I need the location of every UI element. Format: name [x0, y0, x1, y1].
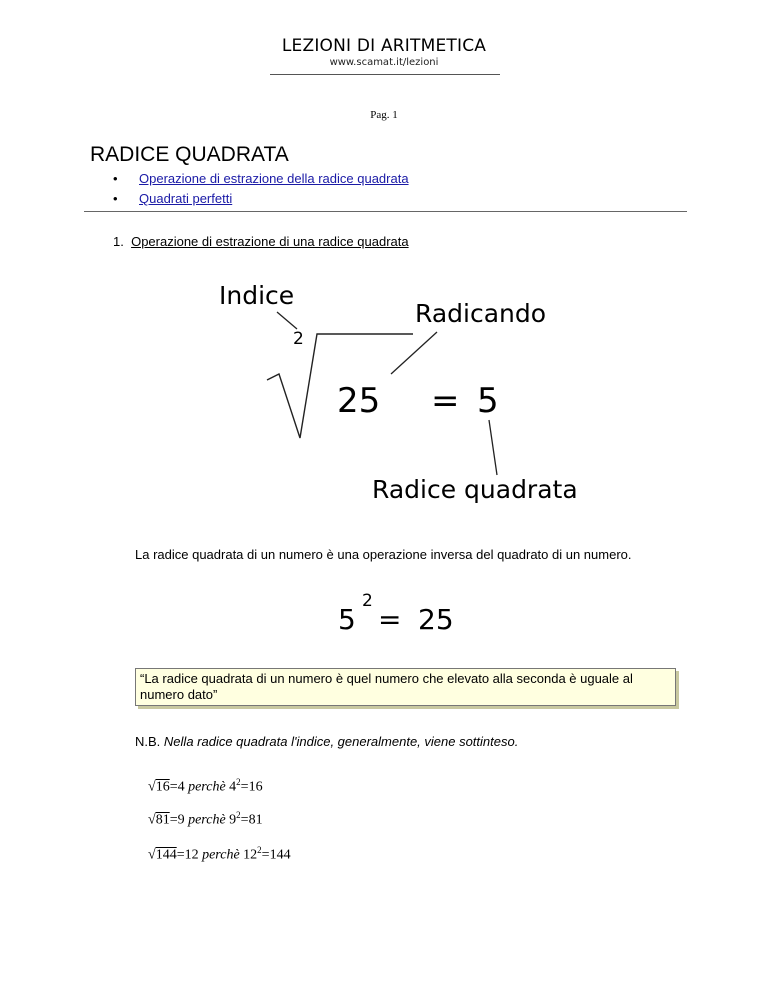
section-heading: [113, 234, 409, 249]
example-equals: =: [261, 847, 270, 863]
bullet: •: [113, 191, 118, 206]
nota-bene: [135, 734, 518, 749]
example-radicand: 16: [155, 779, 170, 795]
document-header-url: www.scamat.it/lezioni: [329, 57, 439, 68]
definition-paragraph: La radice quadrata di un numero è una operazione inversa del quadrato di un numero.: [135, 547, 632, 562]
table-of-contents: [113, 169, 409, 209]
square-exponent: 2: [362, 591, 373, 611]
toc-item: [113, 169, 409, 189]
root-example-144: [148, 845, 291, 864]
example-root: 9: [177, 812, 185, 828]
definition-quote-box: “La radice quadrata di un numero è quel numero che elevato alla seconda è uguale al numero dato”: [135, 668, 676, 706]
nb-text: Nella radice quadrata l'indice, generalmente, viene sottinteso.: [163, 734, 519, 749]
example-exponent: 2: [257, 845, 262, 855]
radicando-label: Radicando: [415, 299, 547, 328]
example-word: perchè: [188, 779, 226, 795]
radical-symbol: √: [148, 847, 156, 863]
radicando-pointer: [391, 332, 437, 374]
bullet: •: [113, 171, 118, 186]
section-number: 1.: [113, 234, 124, 249]
toc-link-quadrati-perfetti[interactable]: Quadrati perfetti: [139, 191, 233, 206]
root-example-16: [148, 777, 263, 796]
radice-quadrata-label: Radice quadrata: [372, 475, 578, 504]
radical-symbol: √: [148, 779, 156, 795]
indice-pointer: [277, 312, 297, 329]
example-root: 4: [177, 779, 185, 795]
example-equals: =: [169, 779, 178, 795]
indice-label: Indice: [219, 281, 295, 310]
example-root: 12: [184, 847, 199, 863]
equals-sign: =: [431, 381, 460, 421]
square-root-diagram: [205, 272, 615, 512]
example-equals: =: [240, 812, 249, 828]
page-number: Pag. 1: [370, 109, 398, 121]
example-radicand: 144: [155, 847, 177, 863]
toc-item: [113, 189, 409, 209]
square-base: 5: [338, 603, 356, 636]
example-equals: =: [240, 779, 249, 795]
section-divider: [84, 211, 687, 212]
example-equals: =: [169, 812, 178, 828]
square-result: 25: [418, 603, 454, 636]
square-equals: =: [378, 603, 402, 636]
page-title: RADICE QUADRATA: [90, 143, 289, 166]
example-exponent: 2: [236, 810, 241, 820]
square-example-formula: [338, 586, 478, 636]
header-rule: [270, 74, 500, 75]
document-header-title: LEZIONI DI ARITMETICA: [281, 36, 487, 56]
example-equals: =: [176, 847, 185, 863]
radical-symbol: √: [148, 812, 156, 828]
example-word: perchè: [188, 812, 226, 828]
example-base: 9: [229, 812, 237, 828]
radicand-value: 25: [337, 381, 381, 421]
root-example-81: [148, 810, 263, 829]
radice-pointer: [489, 420, 497, 475]
index-value: 2: [293, 329, 304, 349]
example-value: 144: [269, 847, 291, 863]
example-base: 4: [229, 779, 237, 795]
example-value: 81: [248, 812, 263, 828]
example-word: perchè: [202, 847, 240, 863]
example-base: 12: [243, 847, 258, 863]
nb-prefix: N.B.: [135, 734, 161, 749]
result-value: 5: [477, 381, 499, 421]
toc-link-operazione[interactable]: Operazione di estrazione della radice quadrata: [139, 171, 409, 186]
example-value: 16: [248, 779, 263, 795]
section-title: Operazione di estrazione di una radice quadrata: [131, 234, 409, 249]
example-exponent: 2: [236, 777, 241, 787]
example-radicand: 81: [155, 812, 170, 828]
